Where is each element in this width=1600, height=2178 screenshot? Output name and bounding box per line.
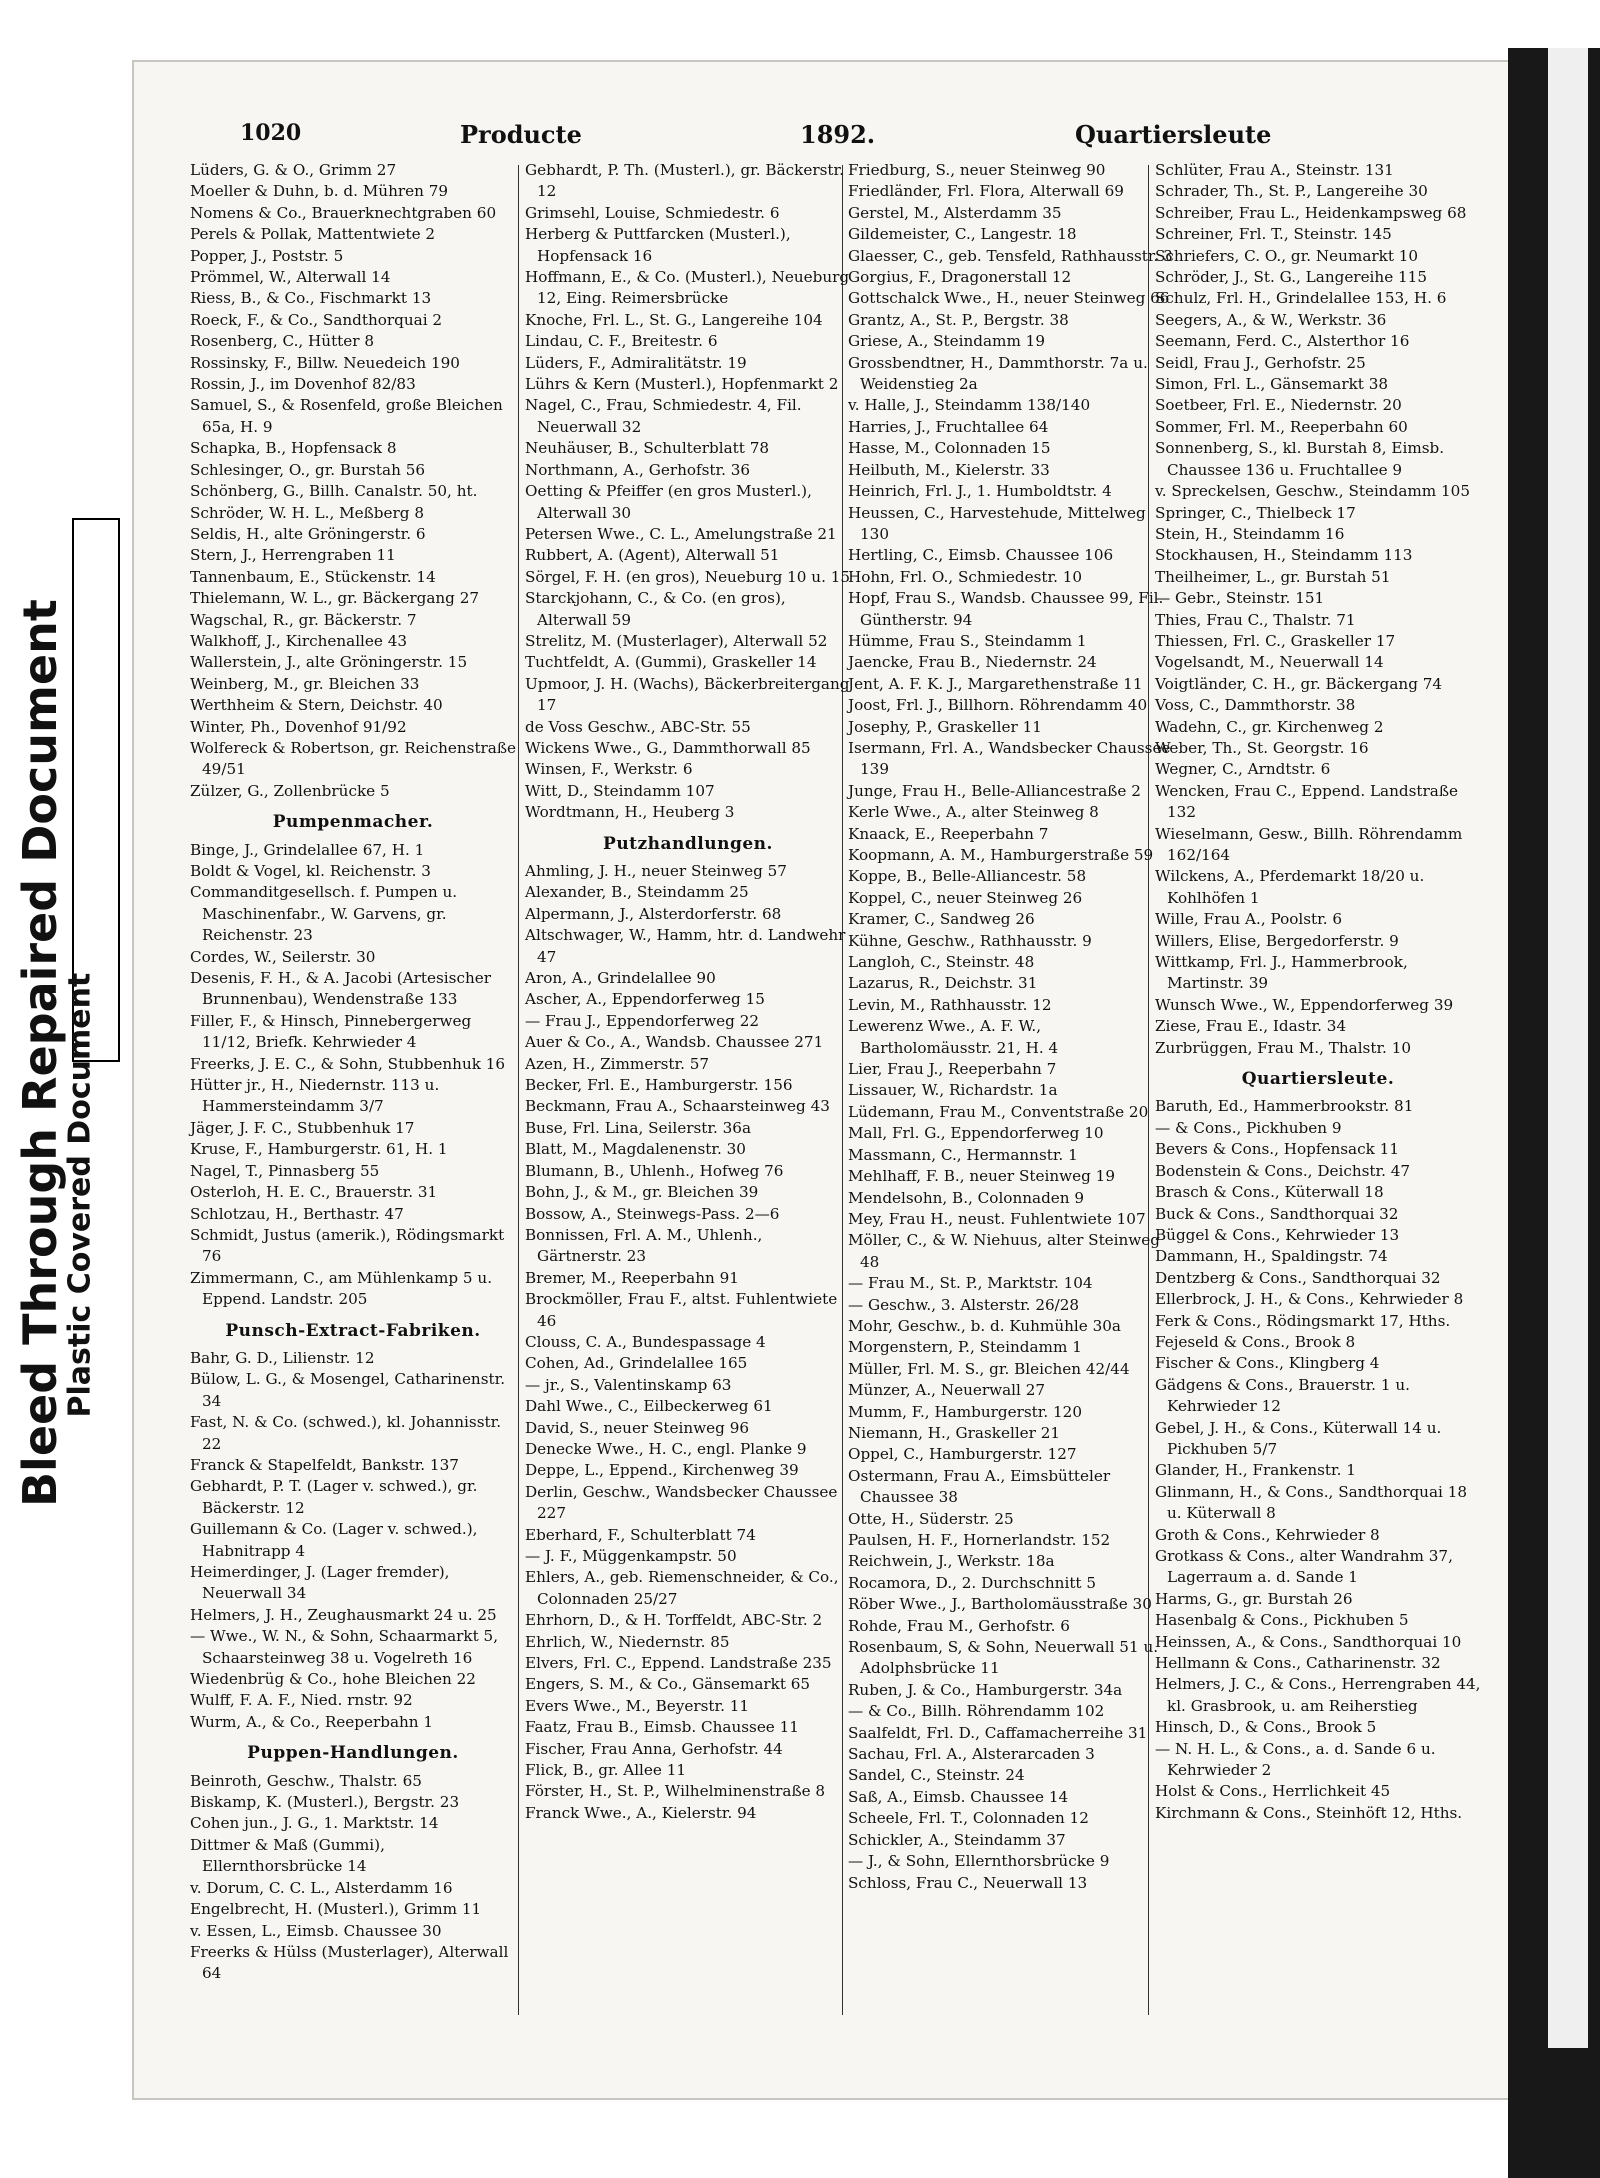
directory-entry: — Frau J., Eppendorferweg 22	[525, 1011, 760, 1030]
directory-entry: Schreiber, Frau L., Heidenkampsweg 68	[1155, 203, 1467, 222]
directory-entry: Ascher, A., Eppendorferweg 15	[525, 990, 765, 1009]
directory-entry: Bevers & Cons., Hopfensack 11	[1155, 1140, 1399, 1159]
directory-entry: Freerks & Hülss (Musterlager), Alterwall 64	[190, 1942, 509, 1983]
directory-entry: Röber Wwe., J., Bartholomäusstraße 30	[848, 1595, 1152, 1614]
directory-entry: Upmoor, J. H. (Wachs), Bäckerbreitergang 17	[525, 674, 850, 715]
directory-entry: Theilheimer, L., gr. Burstah 51	[1155, 567, 1391, 586]
directory-entry: Münzer, A., Neuerwall 27	[848, 1381, 1046, 1400]
directory-entry: Förster, H., St. P., Wilhelminenstraße 8	[525, 1782, 826, 1801]
directory-entry: Heinssen, A., & Cons., Sandthorquai 10	[1155, 1632, 1462, 1651]
directory-entry: Fischer, Frau Anna, Gerhofstr. 44	[525, 1739, 783, 1758]
directory-entry: Mehlhaff, F. B., neuer Steinweg 19	[848, 1167, 1116, 1186]
directory-entry: Commanditgesellsch. f. Pumpen u. Maschinenfabr., W. Garvens, gr. Reichenstr. 23	[190, 883, 458, 945]
directory-entry: Lissauer, W., Richardstr. 1a	[848, 1081, 1058, 1100]
directory-entry: Fast, N. & Co. (schwed.), kl. Johannisstr. 22	[190, 1413, 502, 1453]
directory-entry: Lier, Frau J., Reeperbahn 7	[848, 1060, 1057, 1079]
directory-entry: de Voss Geschw., ABC-Str. 55	[525, 717, 751, 736]
directory-entry: Schlüter, Frau A., Steinstr. 131	[1155, 161, 1394, 179]
directory-column-4	[1155, 160, 1481, 2040]
directory-entry: Voss, C., Dammthorstr. 38	[1155, 696, 1356, 715]
directory-entry: Isermann, Frl. A., Wandsbecker Chaussee 139	[848, 738, 1171, 779]
directory-entry: Biskamp, K. (Musterl.), Bergstr. 23	[190, 1793, 460, 1812]
directory-entry: Gerstel, M., Alsterdamm 35	[848, 203, 1062, 222]
directory-entry: Grotkass & Cons., alter Wandrahm 37, Lagerraum a. d. Sande 1	[1155, 1547, 1453, 1587]
directory-entry: — Geschw., 3. Alsterstr. 26/28	[848, 1295, 1080, 1314]
directory-entry: Mohr, Geschw., b. d. Kuhmühle 30a	[848, 1316, 1121, 1335]
directory-entry: Friedländer, Frl. Flora, Alterwall 69	[848, 182, 1124, 201]
directory-entry: Alpermann, J., Alsterdorferstr. 68	[525, 904, 782, 923]
directory-entry: Heimerdinger, J. (Lager fremder), Neuerwall 34	[190, 1563, 450, 1603]
directory-entry: Wurm, A., & Co., Reeperbahn 1	[190, 1712, 434, 1731]
directory-entry: Wille, Frau A., Poolstr. 6	[1155, 910, 1343, 929]
left-running-title: Producte	[460, 120, 582, 149]
directory-entry: Koppel, C., neuer Steinweg 26	[848, 888, 1083, 907]
directory-entry: Boldt & Vogel, kl. Reichenstr. 3	[190, 862, 431, 880]
directory-entry: Elvers, Frl. C., Eppend. Landstraße 235	[525, 1654, 832, 1673]
right-running-title: Quartiersleute	[1075, 120, 1272, 149]
directory-entry: Bonnissen, Frl. A. M., Uhlenh., Gärtnerstr. 23	[525, 1225, 763, 1266]
directory-entry: Franck & Stapelfeldt, Bankstr. 137	[190, 1455, 459, 1474]
directory-entry: Wallerstein, J., alte Gröningerstr. 15	[190, 653, 468, 672]
section-heading: Puppen-Handlungen.	[247, 1743, 459, 1764]
directory-entry: Gildemeister, C., Langestr. 18	[848, 225, 1077, 244]
directory-entry: Nomens & Co., Brauerknechtgraben 60	[190, 203, 497, 222]
directory-entry: Kramer, C., Sandweg 26	[848, 910, 1035, 929]
directory-entry: Franck Wwe., A., Kielerstr. 94	[525, 1803, 757, 1822]
directory-entry: Aron, A., Grindelallee 90	[525, 969, 716, 988]
directory-entry: Seemann, Ferd. C., Alsterthor 16	[1155, 332, 1410, 351]
directory-column-1	[190, 160, 516, 2040]
directory-entry: Büggel & Cons., Kehrwieder 13	[1155, 1225, 1400, 1244]
directory-entry: Rossin, J., im Dovenhof 82/83	[190, 375, 416, 394]
directory-entry: Altschwager, W., Hamm, htr. d. Landwehr 47	[525, 926, 846, 966]
directory-entry: Helmers, J. C., & Cons., Herrengraben 44, kl. Grasbrook, u. am Reiherstieg	[1155, 1675, 1481, 1715]
binding-edge-inner	[1548, 48, 1588, 2048]
directory-entry: Otte, H., Süderstr. 25	[848, 1509, 1014, 1528]
directory-entry: Ostermann, Frau A., Eimsbütteler Chaussee 38	[848, 1466, 1111, 1507]
directory-entry: Rubbert, A. (Agent), Alterwall 51	[525, 546, 780, 565]
column-rule	[518, 165, 519, 2015]
directory-entry: Hellmann & Cons., Catharinenstr. 32	[1155, 1654, 1441, 1673]
directory-entry: Ellerbrock, J. H., & Cons., Kehrwieder 8	[1155, 1290, 1464, 1309]
directory-entry: Knoche, Frl. L., St. G., Langereihe 104	[525, 310, 823, 329]
directory-entry: Thies, Frau C., Thalstr. 71	[1155, 610, 1356, 629]
directory-entry: Rossinsky, F., Billw. Neuedeich 190	[190, 353, 460, 372]
directory-entry: Harms, G., gr. Burstah 26	[1155, 1589, 1353, 1608]
directory-entry: Joost, Frl. J., Billhorn. Röhrendamm 40	[848, 696, 1148, 715]
directory-entry: Grimsehl, Louise, Schmiedestr. 6	[525, 203, 780, 222]
directory-entry: David, S., neuer Steinweg 96	[525, 1418, 750, 1437]
directory-entry: Sommer, Frl. M., Reeperbahn 60	[1155, 417, 1408, 436]
directory-entry: Hopf, Frau S., Wandsb. Chaussee 99, Fil. Güntherstr. 94	[848, 589, 1164, 629]
directory-entry: Schröder, J., St. G., Langereihe 115	[1155, 268, 1428, 287]
directory-entry: Schloss, Frau C., Neuerwall 13	[848, 1873, 1088, 1892]
directory-entry: Eberhard, F., Schulterblatt 74	[525, 1525, 756, 1544]
directory-entry: Hertling, C., Eimsb. Chaussee 106	[848, 546, 1114, 565]
directory-entry: Schlotzau, H., Berthastr. 47	[190, 1204, 404, 1223]
directory-entry: Northmann, A., Gerhofstr. 36	[525, 460, 751, 479]
directory-entry: Dammann, H., Spaldingstr. 74	[1155, 1247, 1388, 1266]
directory-entry: Rosenberg, C., Hütter 8	[190, 332, 375, 351]
directory-entry: Seidl, Frau J., Gerhofstr. 25	[1155, 353, 1366, 372]
directory-entry: Gottschalck Wwe., H., neuer Steinweg 66	[848, 289, 1170, 308]
directory-entry: Guillemann & Co. (Lager v. schwed.), Habnitrapp 4	[190, 1520, 478, 1560]
directory-entry: Gebhardt, P. T. (Lager v. schwed.), gr. Bäckerstr. 12	[190, 1477, 478, 1517]
directory-entry: Fejeseld & Cons., Brook 8	[1155, 1332, 1356, 1351]
directory-entry: Jaencke, Frau B., Niedernstr. 24	[848, 653, 1097, 672]
directory-entry: Schröder, W. H. L., Meßberg 8	[190, 503, 424, 522]
directory-entry: Saß, A., Eimsb. Chaussee 14	[848, 1787, 1069, 1806]
directory-entry: Ehrlich, W., Niedernstr. 85	[525, 1632, 730, 1651]
directory-entry: Petersen Wwe., C. L., Amelungstraße 21	[525, 524, 837, 543]
directory-entry: Sonnenberg, S., kl. Burstah 8, Eimsb. Chaussee 136 u. Fruchtallee 9	[1155, 439, 1445, 479]
directory-entry: Hümme, Frau S., Steindamm 1	[848, 631, 1087, 650]
directory-entry: Freerks, J. E. C., & Sohn, Stubbenhuk 16	[190, 1054, 506, 1073]
directory-entry: Reichwein, J., Werkstr. 18a	[848, 1552, 1055, 1571]
directory-entry: Bodenstein & Cons., Deichstr. 47	[1155, 1161, 1411, 1180]
directory-entry: Ruben, J. & Co., Hamburgerstr. 34a	[848, 1680, 1123, 1699]
directory-entry: Azen, H., Zimmerstr. 57	[525, 1054, 710, 1073]
directory-entry: Mumm, F., Hamburgerstr. 120	[848, 1402, 1083, 1421]
directory-entry: Gorgius, F., Dragonerstall 12	[848, 268, 1072, 287]
page-number: 1020	[240, 120, 302, 146]
directory-entry: Kruse, F., Hamburgerstr. 61, H. 1	[190, 1140, 448, 1159]
directory-entry: Lüders, G. & O., Grimm 27	[190, 161, 397, 179]
directory-entry: Wunsch Wwe., W., Eppendorferweg 39	[1155, 995, 1454, 1014]
directory-entry: Seegers, A., & W., Werkstr. 36	[1155, 310, 1387, 329]
directory-entry: Winsen, F., Werkstr. 6	[525, 760, 693, 779]
directory-entry: Wieselmann, Gesw., Billh. Röhrendamm 162/164	[1155, 824, 1463, 864]
directory-entry: Flick, B., gr. Allee 11	[525, 1761, 687, 1780]
directory-entry: Fischer & Cons., Klingberg 4	[1155, 1354, 1380, 1373]
directory-entry: Levin, M., Rathhausstr. 12	[848, 995, 1052, 1014]
directory-entry: Zülzer, G., Zollenbrücke 5	[190, 781, 390, 800]
directory-entry: Wencken, Frau C., Eppend. Landstraße 132	[1155, 781, 1458, 822]
section-heading: Pumpenmacher.	[272, 812, 434, 833]
directory-entry: Saalfeldt, Frl. D., Caffamacherreihe 31	[848, 1723, 1148, 1742]
directory-entry: Moeller & Duhn, b. d. Mühren 79	[190, 182, 449, 201]
directory-entry: Tuchtfeldt, A. (Gummi), Graskeller 14	[525, 653, 817, 672]
directory-entry: Wilckens, A., Pferdemarkt 18/20 u. Kohlhöfen 1	[1155, 867, 1425, 907]
directory-entry: Ahmling, J. H., neuer Steinweg 57	[525, 862, 787, 880]
directory-entry: Faatz, Frau B., Eimsb. Chaussee 11	[525, 1718, 799, 1737]
directory-entry: Schönberg, G., Billh. Canalstr. 50, ht.	[190, 482, 478, 501]
directory-entry: — & Co., Billh. Röhrendamm 102	[848, 1702, 1105, 1721]
directory-entry: Lüders, F., Admiralitätstr. 19	[525, 353, 747, 372]
directory-entry: Lindau, C. F., Breitestr. 6	[525, 332, 718, 351]
directory-entry: Beinroth, Geschw., Thalstr. 65	[190, 1771, 422, 1790]
directory-entry: Buck & Cons., Sandthorquai 32	[1155, 1204, 1399, 1223]
directory-entry: — N. H. L., & Cons., a. d. Sande 6 u. Kehrwieder 2	[1155, 1739, 1436, 1780]
directory-entry: Thiessen, Frl. C., Graskeller 17	[1155, 631, 1396, 650]
directory-entry: Schreiner, Frl. T., Steinstr. 145	[1155, 225, 1392, 244]
directory-entry: Hinsch, D., & Cons., Brook 5	[1155, 1718, 1377, 1737]
directory-entry: Springer, C., Thielbeck 17	[1155, 503, 1356, 522]
directory-entry: Grossbendtner, H., Dammthorstr. 7a u. Weidenstieg 2a	[848, 353, 1148, 394]
directory-entry: Schickler, A., Steindamm 37	[848, 1830, 1066, 1849]
directory-entry: Lewerenz Wwe., A. F. W., Bartholomäusstr. 21, H. 4	[848, 1017, 1059, 1057]
directory-entry: Thielemann, W. L., gr. Bäckergang 27	[190, 589, 480, 608]
directory-entry: Grantz, A., St. P., Bergstr. 38	[848, 310, 1069, 329]
directory-entry: Junge, Frau H., Belle-Alliancestraße 2	[848, 781, 1141, 800]
directory-entry: Ziese, Frau E., Idastr. 34	[1155, 1017, 1347, 1036]
directory-entry: Kirchmann & Cons., Steinhöft 12, Hths.	[1155, 1803, 1463, 1822]
directory-entry: Samuel, S., & Rosenfeld, große Bleichen 65a, H. 9	[190, 396, 503, 436]
directory-entry: Kühne, Geschw., Rathhausstr. 9	[848, 931, 1092, 950]
directory-entry: Sandel, C., Steinstr. 24	[848, 1766, 1025, 1785]
directory-entry: Vogelsandt, M., Neuerwall 14	[1155, 653, 1384, 672]
directory-entry: Deppe, L., Eppend., Kirchenweg 39	[525, 1461, 799, 1480]
directory-entry: Lüdemann, Frau M., Conventstraße 20	[848, 1102, 1149, 1121]
directory-entry: Schrader, Th., St. P., Langereihe 30	[1155, 182, 1428, 201]
directory-entry: Witt, D., Steindamm 107	[525, 781, 715, 800]
directory-entry: Sörgel, F. H. (en gros), Neueburg 10 u. 15	[525, 567, 851, 586]
directory-entry: Wagschal, R., gr. Bäckerstr. 7	[190, 610, 417, 629]
directory-entry: — J., & Sohn, Ellernthorsbrücke 9	[848, 1852, 1110, 1871]
directory-entry: Beckmann, Frau A., Schaarsteinweg 43	[525, 1097, 830, 1116]
directory-entry: Bohn, J., & M., gr. Bleichen 39	[525, 1183, 759, 1202]
directory-entry: Hütter jr., H., Niedernstr. 113 u. Hammersteindamm 3/7	[190, 1076, 440, 1116]
directory-entry: Schulz, Frl. H., Grindelallee 153, H. 6	[1155, 289, 1447, 308]
directory-entry: Koppe, B., Belle-Alliancestr. 58	[848, 867, 1087, 886]
directory-entry: Stockhausen, H., Steindamm 113	[1155, 546, 1413, 565]
directory-entry: Schriefers, C. O., gr. Neumarkt 10	[1155, 246, 1419, 265]
directory-entry: Soetbeer, Frl. E., Niedernstr. 20	[1155, 396, 1402, 415]
directory-entry: Bremer, M., Reeperbahn 91	[525, 1268, 739, 1287]
directory-entry: Glinmann, H., & Cons., Sandthorquai 18 u. Küterwall 8	[1155, 1482, 1468, 1523]
directory-entry: Helmers, J. H., Zeughausmarkt 24 u. 25	[190, 1605, 497, 1624]
directory-entry: Hasenbalg & Cons., Pickhuben 5	[1155, 1611, 1409, 1630]
binding-edge	[1508, 48, 1600, 2178]
directory-entry: Wolfereck & Robertson, gr. Reichenstraße 49/51	[190, 738, 516, 779]
directory-entry: Bossow, A., Steinwegs-Pass. 2—6	[525, 1204, 780, 1223]
directory-entry: Perels & Pollak, Mattentwiete 2	[190, 225, 436, 244]
directory-entry: Alexander, B., Steindamm 25	[525, 883, 749, 902]
directory-entry: Cordes, W., Seilerstr. 30	[190, 947, 376, 966]
directory-entry: Osterloh, H. E. C., Brauerstr. 31	[190, 1183, 438, 1202]
directory-entry: Cohen, Ad., Grindelallee 165	[525, 1354, 748, 1373]
directory-entry: Heussen, C., Harvestehude, Mittelweg 130	[848, 503, 1146, 543]
directory-entry: Hasse, M., Colonnaden 15	[848, 439, 1051, 458]
directory-entry: Schmidt, Justus (amerik.), Rödingsmarkt 76	[190, 1225, 505, 1266]
directory-entry: Brockmöller, Frau F., altst. Fuhlentwiete 46	[525, 1290, 838, 1330]
directory-entry: Stern, J., Herrengraben 11	[190, 546, 396, 565]
year-heading: 1892.	[800, 120, 876, 149]
directory-entry: Heilbuth, M., Kielerstr. 33	[848, 460, 1050, 479]
directory-entry: Lührs & Kern (Musterl.), Hopfenmarkt 2	[525, 375, 839, 394]
directory-entry: Rocamora, D., 2. Durchschnitt 5	[848, 1573, 1097, 1592]
directory-entry: Weber, Th., St. Georgstr. 16	[1155, 738, 1369, 757]
directory-entry: Massmann, C., Hermannstr. 1	[848, 1145, 1078, 1164]
directory-entry: Binge, J., Grindelallee 67, H. 1	[190, 840, 425, 859]
directory-entry: Harries, J., Fruchtallee 64	[848, 417, 1049, 436]
directory-entry: Bülow, L. G., & Mosengel, Catharinenstr. 34	[190, 1370, 506, 1410]
directory-entry: Buse, Frl. Lina, Seilerstr. 36a	[525, 1118, 752, 1137]
directory-entry: v. Dorum, C. C. L., Alsterdamm 16	[190, 1878, 453, 1897]
directory-entry: Roeck, F., & Co., Sandthorquai 2	[190, 310, 443, 329]
directory-entry: Winter, Ph., Dovenhof 91/92	[190, 717, 407, 736]
directory-entry: Nagel, T., Pinnasberg 55	[190, 1161, 380, 1180]
directory-entry: Paulsen, H. F., Hornerlandstr. 152	[848, 1531, 1111, 1549]
directory-entry: Dentzberg & Cons., Sandthorquai 32	[1155, 1268, 1441, 1287]
directory-entry: Kerle Wwe., A., alter Steinweg 8	[848, 803, 1099, 822]
section-heading: Quartiersleute.	[1241, 1069, 1395, 1090]
directory-entry: Desenis, F. H., & A. Jacobi (Artesischer Brunnenbau), Wendenstraße 133	[190, 969, 491, 1009]
directory-entry: Heinrich, Frl. J., 1. Humboldtstr. 4	[848, 482, 1112, 501]
directory-entry: v. Halle, J., Steindamm 138/140	[848, 396, 1091, 415]
directory-entry: Mall, Frl. G., Eppendorferweg 10	[848, 1124, 1104, 1143]
directory-entry: Becker, Frl. E., Hamburgerstr. 156	[525, 1076, 793, 1095]
directory-entry: Griese, A., Steindamm 19	[848, 332, 1045, 351]
directory-entry: Groth & Cons., Kehrwieder 8	[1155, 1525, 1380, 1544]
directory-entry: Ferk & Cons., Rödingsmarkt 17, Hths.	[1155, 1311, 1451, 1330]
directory-entry: — jr., S., Valentinskamp 63	[525, 1375, 732, 1394]
directory-entry: — & Cons., Pickhuben 9	[1155, 1118, 1342, 1137]
directory-entry: Herberg & Puttfarcken (Musterl.), Hopfensack 16	[525, 225, 791, 265]
directory-entry: — J. F., Müggenkampstr. 50	[525, 1547, 737, 1565]
directory-entry: Riess, B., & Co., Fischmarkt 13	[190, 289, 432, 308]
directory-entry: Wadehn, C., gr. Kirchenweg 2	[1155, 717, 1384, 736]
directory-entry: Wegner, C., Arndtstr. 6	[1155, 760, 1331, 779]
directory-entry: Zimmermann, C., am Mühlenkamp 5 u. Eppend. Landstr. 205	[190, 1268, 493, 1309]
directory-entry: Mendelsohn, B., Colonnaden 9	[848, 1188, 1085, 1207]
directory-entry: Nagel, C., Frau, Schmiedestr. 4, Fil. Neuerwall 32	[525, 396, 802, 436]
directory-entry: Möller, C., & W. Niehuus, alter Steinweg 48	[848, 1231, 1161, 1271]
directory-entry: Willers, Elise, Bergedorferstr. 9	[1155, 931, 1399, 950]
directory-entry: Wittkamp, Frl. J., Hammerbrook, Martinstr. 39	[1155, 953, 1408, 993]
directory-entry: Mey, Frau H., neust. Fuhlentwiete 107	[848, 1209, 1146, 1228]
directory-entry: Knaack, E., Reeperbahn 7	[848, 824, 1049, 843]
directory-entry: Cohen jun., J. G., 1. Marktstr. 14	[190, 1814, 439, 1833]
directory-entry: Lazarus, R., Deichstr. 31	[848, 974, 1038, 993]
directory-entry: Blatt, M., Magdalenenstr. 30	[525, 1140, 746, 1159]
directory-entry: Seldis, H., alte Gröningerstr. 6	[190, 524, 426, 543]
directory-entry: Denecke Wwe., H. C., engl. Planke 9	[525, 1439, 807, 1458]
directory-entry: Gebel, J. H., & Cons., Küterwall 14 u. Pickhuben 5/7	[1155, 1418, 1442, 1458]
directory-entry: Bahr, G. D., Lilienstr. 12	[190, 1348, 375, 1367]
directory-entry: Wulff, F. A. F., Nied. rnstr. 92	[190, 1691, 413, 1710]
directory-entry: Hohn, Frl. O., Schmiedestr. 10	[848, 567, 1083, 586]
directory-entry: Gädgens & Cons., Brauerstr. 1 u. Kehrwieder 12	[1155, 1375, 1410, 1416]
directory-entry: Simon, Frl. L., Gänsemarkt 38	[1155, 375, 1389, 394]
directory-entry: Müller, Frl. M. S., gr. Bleichen 42/44	[848, 1359, 1130, 1378]
directory-entry: Weinberg, M., gr. Bleichen 33	[190, 674, 420, 693]
directory-entry: Koopmann, A. M., Hamburgerstraße 59	[848, 846, 1154, 864]
plastic-covered-label: Plastic Covered Document	[62, 972, 98, 1418]
directory-entry: Ehrhorn, D., & H. Torffeldt, ABC-Str. 2	[525, 1611, 823, 1630]
directory-entry: Engelbrecht, H. (Musterl.), Grimm 11	[190, 1900, 482, 1919]
directory-entry: Werthheim & Stern, Deichstr. 40	[190, 696, 443, 715]
directory-entry: Langloh, C., Steinstr. 48	[848, 953, 1035, 972]
directory-entry: Glaesser, C., geb. Tensfeld, Rathhausstr. 3	[848, 246, 1173, 265]
directory-entry: Prömmel, W., Alterwall 14	[190, 268, 391, 287]
directory-entry: Clouss, C. A., Bundespassage 4	[525, 1332, 766, 1351]
directory-entry: Rosenbaum, S, & Sohn, Neuerwall 51 u. Adolphsbrücke 11	[848, 1638, 1159, 1678]
directory-entry: Filler, F., & Hinsch, Pinnebergerweg 11/12, Briefk. Kehrwieder 4	[190, 1011, 472, 1052]
directory-entry: Josephy, P., Graskeller 11	[848, 717, 1042, 736]
directory-entry: Evers Wwe., M., Beyerstr. 11	[525, 1696, 750, 1715]
directory-entry: v. Essen, L., Eimsb. Chaussee 30	[190, 1921, 442, 1940]
directory-entry: Dahl Wwe., C., Eilbeckerweg 61	[525, 1397, 773, 1416]
directory-entry: — Gebr., Steinstr. 151	[1155, 589, 1325, 608]
directory-entry: Walkhoff, J., Kirchenallee 43	[190, 631, 408, 650]
section-heading: Punsch-Extract-Fabriken.	[225, 1320, 481, 1341]
directory-entry: Blumann, B., Uhlenh., Hofweg 76	[525, 1161, 784, 1180]
section-heading: Putzhandlungen.	[603, 833, 773, 854]
directory-entry: Scheele, Frl. T., Colonnaden 12	[848, 1809, 1089, 1828]
directory-entry: Gebhardt, P. Th. (Musterl.), gr. Bäckerstr. 12	[525, 161, 844, 201]
directory-entry: — Frau M., St. P., Marktstr. 104	[848, 1274, 1093, 1293]
directory-entry: Neuhäuser, B., Schulterblatt 78	[525, 439, 770, 458]
directory-entry: Derlin, Geschw., Wandsbecker Chaussee 227	[525, 1482, 838, 1523]
directory-entry: Glander, H., Frankenstr. 1	[1155, 1461, 1356, 1480]
directory-entry: Ehlers, A., geb. Riemenschneider, & Co., Colonnaden 25/27	[525, 1568, 839, 1608]
directory-entry: Holst & Cons., Herrlichkeit 45	[1155, 1782, 1391, 1801]
directory-entry: Morgenstern, P., Steindamm 1	[848, 1338, 1082, 1357]
directory-entry: Dittmer & Maß (Gummi), Ellernthorsbrücke 14	[190, 1835, 385, 1876]
directory-entry: v. Spreckelsen, Geschw., Steindamm 105	[1155, 482, 1470, 501]
directory-entry: Voigtländer, C. H., gr. Bäckergang 74	[1155, 674, 1443, 693]
directory-entry: Auer & Co., A., Wandsb. Chaussee 271	[525, 1033, 824, 1052]
directory-entry: Schapka, B., Hopfensack 8	[190, 439, 397, 458]
directory-entry: Oppel, C., Hamburgerstr. 127	[848, 1445, 1077, 1464]
directory-entry: Popper, J., Poststr. 5	[190, 246, 344, 265]
directory-entry: Schlesinger, O., gr. Burstah 56	[190, 460, 426, 479]
directory-entry: Jäger, J. F. C., Stubbenhuk 17	[190, 1118, 415, 1137]
directory-entry: Baruth, Ed., Hammerbrookstr. 81	[1155, 1097, 1414, 1116]
directory-entry: Zurbrüggen, Frau M., Thalstr. 10	[1155, 1038, 1412, 1057]
directory-entry: Hoffmann, E., & Co. (Musterl.), Neueburg 12, Eing. Reimersbrücke	[525, 268, 850, 308]
directory-column-2	[525, 160, 851, 2040]
directory-entry: Wordtmann, H., Heuberg 3	[525, 803, 735, 822]
directory-entry: — Wwe., W. N., & Sohn, Schaarmarkt 5, Schaarsteinweg 38 u. Vogelreth 16	[190, 1627, 499, 1667]
directory-entry: Wiedenbrüg & Co., hohe Bleichen 22	[190, 1670, 476, 1689]
directory-entry: Brasch & Cons., Küterwall 18	[1155, 1183, 1384, 1202]
directory-column-3	[848, 160, 1174, 2040]
directory-entry: Stein, H., Steindamm 16	[1155, 524, 1345, 543]
directory-entry: Jent, A. F. K. J., Margarethenstraße 11	[848, 674, 1143, 693]
directory-entry: Oetting & Pfeiffer (en gros Musterl.), Alterwall 30	[525, 482, 812, 522]
directory-entry: Friedburg, S., neuer Steinweg 90	[848, 161, 1106, 179]
directory-entry: Engers, S. M., & Co., Gänsemarkt 65	[525, 1675, 811, 1694]
directory-entry: Strelitz, M. (Musterlager), Alterwall 52	[525, 631, 828, 650]
repaired-document-label: Bleed Through Repaired Document	[13, 599, 67, 1507]
directory-entry: Tannenbaum, E., Stückenstr. 14	[190, 567, 436, 586]
directory-entry: Sachau, Frl. A., Alsterarcaden 3	[848, 1745, 1095, 1764]
directory-entry: Rohde, Frau M., Gerhofstr. 6	[848, 1616, 1070, 1635]
directory-entry: Niemann, H., Graskeller 21	[848, 1423, 1061, 1442]
directory-entry: Starckjohann, C., & Co. (en gros), Alterwall 59	[525, 589, 786, 629]
directory-entry: Wickens Wwe., G., Dammthorwall 85	[525, 738, 811, 757]
